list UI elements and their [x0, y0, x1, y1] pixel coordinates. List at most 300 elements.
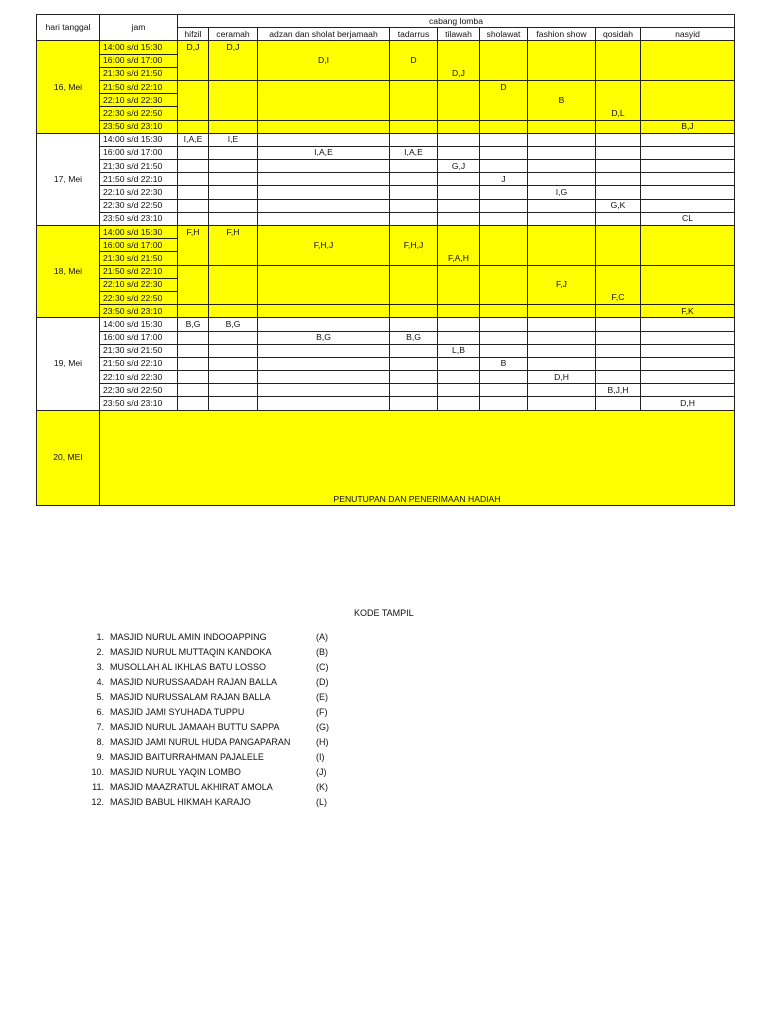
entry-cell — [528, 384, 596, 397]
entry-cell — [258, 41, 390, 54]
entry-cell — [480, 226, 528, 239]
entry-cell — [209, 265, 258, 278]
entry-cell: F,H,J — [390, 239, 438, 252]
branch-header: tadarrus — [390, 28, 438, 41]
entry-cell — [641, 226, 735, 239]
entry-cell — [438, 41, 480, 54]
time-slot: 22:10 s/d 22:30 — [100, 371, 178, 384]
entry-cell — [528, 357, 596, 370]
kode-name: MUSOLLAH AL IKHLAS BATU LOSSO — [110, 662, 267, 672]
entry-cell — [596, 278, 641, 291]
entry-cell — [641, 133, 735, 146]
entry-cell — [438, 371, 480, 384]
entry-cell — [596, 212, 641, 225]
entry-cell — [390, 226, 438, 239]
entry-cell — [390, 357, 438, 370]
entry-cell — [596, 160, 641, 173]
time-slot: 21:50 s/d 22:10 — [100, 173, 178, 186]
entry-cell — [258, 357, 390, 370]
entry-cell — [438, 239, 480, 252]
time-slot: 23:50 s/d 23:10 — [100, 120, 178, 133]
entry-cell — [480, 186, 528, 199]
entry-cell — [390, 160, 438, 173]
schedule-row — [37, 331, 735, 344]
branch-header: ceramah — [209, 28, 258, 41]
entry-cell — [209, 107, 258, 120]
kode-item — [86, 780, 346, 795]
entry-cell — [528, 133, 596, 146]
kode-item — [86, 645, 346, 660]
entry-cell — [528, 397, 596, 410]
closing-text: PENUTUPAN DAN PENERIMAAN HADIAH — [100, 410, 735, 505]
time-slot: 22:10 s/d 22:30 — [100, 186, 178, 199]
entry-cell — [480, 252, 528, 265]
schedule-row — [37, 384, 735, 397]
kode-code: (F) — [316, 707, 328, 717]
entry-cell — [258, 305, 390, 318]
entry-cell: F,H,J — [258, 239, 390, 252]
kode-name: MASJID NURUL MUTTAQIN KANDOKA — [110, 647, 272, 657]
schedule-row — [37, 239, 735, 252]
entry-cell — [178, 94, 209, 107]
kode-number: 3. — [96, 662, 104, 672]
entry-cell — [528, 305, 596, 318]
time-slot: 21:30 s/d 21:50 — [100, 252, 178, 265]
time-slot: 16:00 s/d 17:00 — [100, 54, 178, 67]
time-slot: 22:30 s/d 22:50 — [100, 291, 178, 304]
entry-cell — [438, 133, 480, 146]
entry-cell — [438, 318, 480, 331]
entry-cell — [528, 146, 596, 159]
entry-cell — [641, 199, 735, 212]
entry-cell — [178, 120, 209, 133]
entry-cell — [390, 186, 438, 199]
kode-name: MASJID MAAZRATUL AKHIRAT AMOLA — [110, 782, 273, 792]
kode-code: (I) — [316, 752, 325, 762]
time-slot: 22:30 s/d 22:50 — [100, 199, 178, 212]
entry-cell — [438, 94, 480, 107]
entry-cell — [258, 384, 390, 397]
entry-cell — [596, 357, 641, 370]
entry-cell — [480, 278, 528, 291]
entry-cell — [480, 94, 528, 107]
time-slot: 16:00 s/d 17:00 — [100, 239, 178, 252]
entry-cell — [480, 239, 528, 252]
entry-cell: B,G — [390, 331, 438, 344]
schedule-row — [37, 94, 735, 107]
kode-number: 12. — [91, 797, 104, 807]
kode-item — [86, 720, 346, 735]
entry-cell: G,K — [596, 199, 641, 212]
entry-cell: F,H — [178, 226, 209, 239]
entry-cell — [209, 344, 258, 357]
entry-cell — [480, 212, 528, 225]
entry-cell: B,J — [641, 120, 735, 133]
entry-cell — [480, 384, 528, 397]
entry-cell — [209, 54, 258, 67]
entry-cell — [641, 54, 735, 67]
entry-cell — [209, 371, 258, 384]
entry-cell — [390, 278, 438, 291]
entry-cell — [438, 146, 480, 159]
kode-item — [86, 630, 346, 645]
entry-cell — [438, 173, 480, 186]
entry-cell: D,L — [596, 107, 641, 120]
entry-cell — [209, 160, 258, 173]
entry-cell — [480, 305, 528, 318]
entry-cell — [641, 146, 735, 159]
time-slot: 22:30 s/d 22:50 — [100, 107, 178, 120]
kode-number: 9. — [96, 752, 104, 762]
entry-cell — [178, 357, 209, 370]
entry-cell — [258, 318, 390, 331]
entry-cell: I,A,E — [178, 133, 209, 146]
entry-cell — [596, 54, 641, 67]
entry-cell — [209, 397, 258, 410]
entry-cell — [178, 331, 209, 344]
kode-name: MASJID NURUSSAADAH RAJAN BALLA — [110, 677, 278, 687]
kode-name: MASJID BAITURRAHMAN PAJALELE — [110, 752, 264, 762]
entry-cell — [596, 331, 641, 344]
entry-cell — [258, 291, 390, 304]
entry-cell — [480, 318, 528, 331]
kode-name: MASJID NURUL YAQIN LOMBO — [110, 767, 241, 777]
time-slot: 21:50 s/d 22:10 — [100, 265, 178, 278]
entry-cell — [390, 80, 438, 93]
entry-cell — [178, 291, 209, 304]
entry-cell — [178, 371, 209, 384]
entry-cell: G,J — [438, 160, 480, 173]
entry-cell — [258, 186, 390, 199]
entry-cell — [390, 291, 438, 304]
day-label: 19, Mei — [37, 318, 100, 410]
entry-cell — [480, 107, 528, 120]
entry-cell — [641, 80, 735, 93]
entry-cell: I,G — [528, 186, 596, 199]
entry-cell — [178, 146, 209, 159]
entry-cell: B — [528, 94, 596, 107]
schedule-row — [37, 344, 735, 357]
entry-cell — [596, 371, 641, 384]
entry-cell — [480, 265, 528, 278]
entry-cell — [178, 252, 209, 265]
entry-cell — [641, 186, 735, 199]
day-label: 18, Mei — [37, 226, 100, 318]
time-slot: 14:00 s/d 15:30 — [100, 226, 178, 239]
kode-code: (E) — [316, 692, 328, 702]
branch-header: hifzil — [178, 28, 209, 41]
branch-header: sholawat — [480, 28, 528, 41]
entry-cell — [438, 397, 480, 410]
entry-cell — [178, 239, 209, 252]
kode-item — [86, 765, 346, 780]
schedule-row — [37, 160, 735, 173]
entry-cell — [480, 133, 528, 146]
entry-cell: D,H — [641, 397, 735, 410]
schedule-table — [36, 14, 735, 506]
kode-name: MASJID BABUL HIKMAH KARAJO — [110, 797, 251, 807]
schedule-row — [37, 107, 735, 120]
branch-header: tilawah — [438, 28, 480, 41]
entry-cell — [258, 173, 390, 186]
closing-row — [37, 410, 735, 505]
entry-cell — [641, 291, 735, 304]
kode-code: (C) — [316, 662, 329, 672]
entry-cell — [528, 331, 596, 344]
branch-group-header: cabang lomba — [178, 15, 735, 28]
entry-cell — [480, 371, 528, 384]
entry-cell — [209, 186, 258, 199]
entry-cell — [480, 331, 528, 344]
kode-list — [86, 630, 346, 810]
entry-cell — [390, 133, 438, 146]
time-slot: 21:30 s/d 21:50 — [100, 344, 178, 357]
entry-cell — [258, 226, 390, 239]
entry-cell — [390, 67, 438, 80]
entry-cell — [641, 41, 735, 54]
entry-cell — [641, 160, 735, 173]
entry-cell — [438, 199, 480, 212]
entry-cell — [178, 80, 209, 93]
entry-cell — [209, 384, 258, 397]
entry-cell: B,G — [258, 331, 390, 344]
entry-cell: D,H — [528, 371, 596, 384]
entry-cell — [438, 186, 480, 199]
schedule-row — [37, 265, 735, 278]
schedule-row — [37, 67, 735, 80]
schedule-row — [37, 397, 735, 410]
entry-cell — [390, 384, 438, 397]
kode-code: (A) — [316, 632, 328, 642]
entry-cell — [528, 318, 596, 331]
kode-number: 5. — [96, 692, 104, 702]
time-slot: 16:00 s/d 17:00 — [100, 146, 178, 159]
entry-cell — [641, 94, 735, 107]
entry-cell — [641, 371, 735, 384]
entry-cell — [528, 107, 596, 120]
kode-name: MASJID NURUL JAMAAH BUTTU SAPPA — [110, 722, 280, 732]
kode-name: MASJID JAMI NURUL HUDA PANGAPARAN — [110, 737, 291, 747]
entry-cell — [209, 146, 258, 159]
entry-cell — [178, 160, 209, 173]
kode-number: 2. — [96, 647, 104, 657]
entry-cell: D — [390, 54, 438, 67]
entry-cell — [596, 239, 641, 252]
schedule-row — [37, 146, 735, 159]
entry-cell — [390, 120, 438, 133]
entry-cell — [209, 212, 258, 225]
entry-cell — [178, 107, 209, 120]
entry-cell — [258, 278, 390, 291]
entry-cell: D,J — [438, 67, 480, 80]
entry-cell: D — [480, 80, 528, 93]
schedule-row — [37, 199, 735, 212]
time-slot: 21:50 s/d 22:10 — [100, 80, 178, 93]
entry-cell — [178, 278, 209, 291]
entry-cell — [641, 331, 735, 344]
entry-cell — [596, 94, 641, 107]
entry-cell — [390, 344, 438, 357]
entry-cell — [390, 397, 438, 410]
entry-cell — [209, 239, 258, 252]
kode-item — [86, 660, 346, 675]
day-label: 17, Mei — [37, 133, 100, 225]
branch-header: adzan dan sholat berjamaah — [258, 28, 390, 41]
entry-cell — [390, 265, 438, 278]
time-header: jam — [100, 15, 178, 41]
entry-cell — [528, 212, 596, 225]
entry-cell — [596, 120, 641, 133]
entry-cell — [438, 265, 480, 278]
entry-cell — [438, 305, 480, 318]
entry-cell — [258, 67, 390, 80]
kode-number: 11. — [92, 782, 104, 792]
entry-cell: D,I — [258, 54, 390, 67]
entry-cell — [528, 239, 596, 252]
entry-cell — [641, 67, 735, 80]
entry-cell — [596, 80, 641, 93]
entry-cell — [596, 186, 641, 199]
time-slot: 14:00 s/d 15:30 — [100, 133, 178, 146]
schedule-row — [37, 133, 735, 146]
entry-cell — [178, 212, 209, 225]
entry-cell — [596, 226, 641, 239]
entry-cell — [438, 212, 480, 225]
kode-item — [86, 750, 346, 765]
kode-name: MASJID NURUL AMIN INDOOAPPING — [110, 632, 267, 642]
kode-code: (J) — [316, 767, 327, 777]
schedule-row — [37, 186, 735, 199]
entry-cell — [390, 199, 438, 212]
entry-cell — [641, 344, 735, 357]
closing-day: 20, MEI — [37, 410, 100, 505]
entry-cell: I,E — [209, 133, 258, 146]
entry-cell: B — [480, 357, 528, 370]
kode-item — [86, 705, 346, 720]
entry-cell — [258, 397, 390, 410]
kode-title: KODE TAMPIL — [354, 608, 414, 618]
entry-cell — [528, 80, 596, 93]
kode-code: (B) — [316, 647, 328, 657]
kode-code: (H) — [316, 737, 329, 747]
kode-number: 10. — [91, 767, 104, 777]
schedule-row — [37, 54, 735, 67]
entry-cell — [480, 54, 528, 67]
entry-cell — [438, 278, 480, 291]
entry-cell — [596, 146, 641, 159]
kode-name: MASJID NURUSSALAM RAJAN BALLA — [110, 692, 271, 702]
schedule-row — [37, 291, 735, 304]
entry-cell: D,J — [178, 41, 209, 54]
kode-number: 7. — [96, 722, 104, 732]
time-slot: 21:30 s/d 21:50 — [100, 160, 178, 173]
schedule-body — [37, 41, 735, 410]
entry-cell — [438, 80, 480, 93]
entry-cell: I,A,E — [390, 146, 438, 159]
branch-header: fashion show — [528, 28, 596, 41]
kode-code: (G) — [316, 722, 329, 732]
entry-cell — [390, 212, 438, 225]
entry-cell — [209, 357, 258, 370]
entry-cell — [596, 344, 641, 357]
entry-cell — [438, 384, 480, 397]
entry-cell — [641, 318, 735, 331]
entry-cell — [258, 107, 390, 120]
entry-cell — [258, 344, 390, 357]
entry-cell — [528, 344, 596, 357]
entry-cell — [528, 41, 596, 54]
kode-number: 8. — [96, 737, 104, 747]
entry-cell — [641, 357, 735, 370]
entry-cell — [390, 252, 438, 265]
entry-cell — [209, 331, 258, 344]
entry-cell — [480, 67, 528, 80]
time-slot: 23:50 s/d 23:10 — [100, 397, 178, 410]
entry-cell — [178, 173, 209, 186]
entry-cell — [528, 265, 596, 278]
entry-cell: F,H — [209, 226, 258, 239]
entry-cell — [209, 291, 258, 304]
day-label: 16, Mei — [37, 41, 100, 133]
entry-cell — [480, 344, 528, 357]
time-slot: 23:50 s/d 23:10 — [100, 305, 178, 318]
entry-cell — [178, 67, 209, 80]
kode-number: 4. — [96, 677, 104, 687]
entry-cell — [641, 173, 735, 186]
entry-cell — [209, 199, 258, 212]
entry-cell — [596, 133, 641, 146]
entry-cell — [528, 226, 596, 239]
entry-cell — [178, 305, 209, 318]
entry-cell — [438, 107, 480, 120]
entry-cell — [209, 120, 258, 133]
entry-cell — [390, 318, 438, 331]
entry-cell — [390, 371, 438, 384]
entry-cell — [178, 397, 209, 410]
entry-cell — [178, 265, 209, 278]
entry-cell — [480, 146, 528, 159]
schedule-row — [37, 41, 735, 54]
entry-cell — [178, 54, 209, 67]
time-slot: 23:50 s/d 23:10 — [100, 212, 178, 225]
entry-cell: CL — [641, 212, 735, 225]
entry-cell — [390, 305, 438, 318]
entry-cell — [258, 160, 390, 173]
entry-cell — [480, 291, 528, 304]
time-slot: 21:50 s/d 22:10 — [100, 357, 178, 370]
entry-cell — [258, 252, 390, 265]
entry-cell — [178, 199, 209, 212]
entry-cell — [438, 331, 480, 344]
entry-cell — [209, 252, 258, 265]
schedule-row — [37, 120, 735, 133]
schedule-row — [37, 305, 735, 318]
entry-cell — [258, 265, 390, 278]
entry-cell — [528, 252, 596, 265]
schedule-row — [37, 278, 735, 291]
day-header: hari tanggal — [37, 15, 100, 41]
entry-cell — [596, 173, 641, 186]
entry-cell — [596, 397, 641, 410]
entry-cell: L,B — [438, 344, 480, 357]
entry-cell — [258, 212, 390, 225]
time-slot: 22:10 s/d 22:30 — [100, 278, 178, 291]
entry-cell — [528, 199, 596, 212]
entry-cell — [480, 160, 528, 173]
entry-cell — [390, 107, 438, 120]
entry-cell — [596, 305, 641, 318]
schedule-row — [37, 252, 735, 265]
